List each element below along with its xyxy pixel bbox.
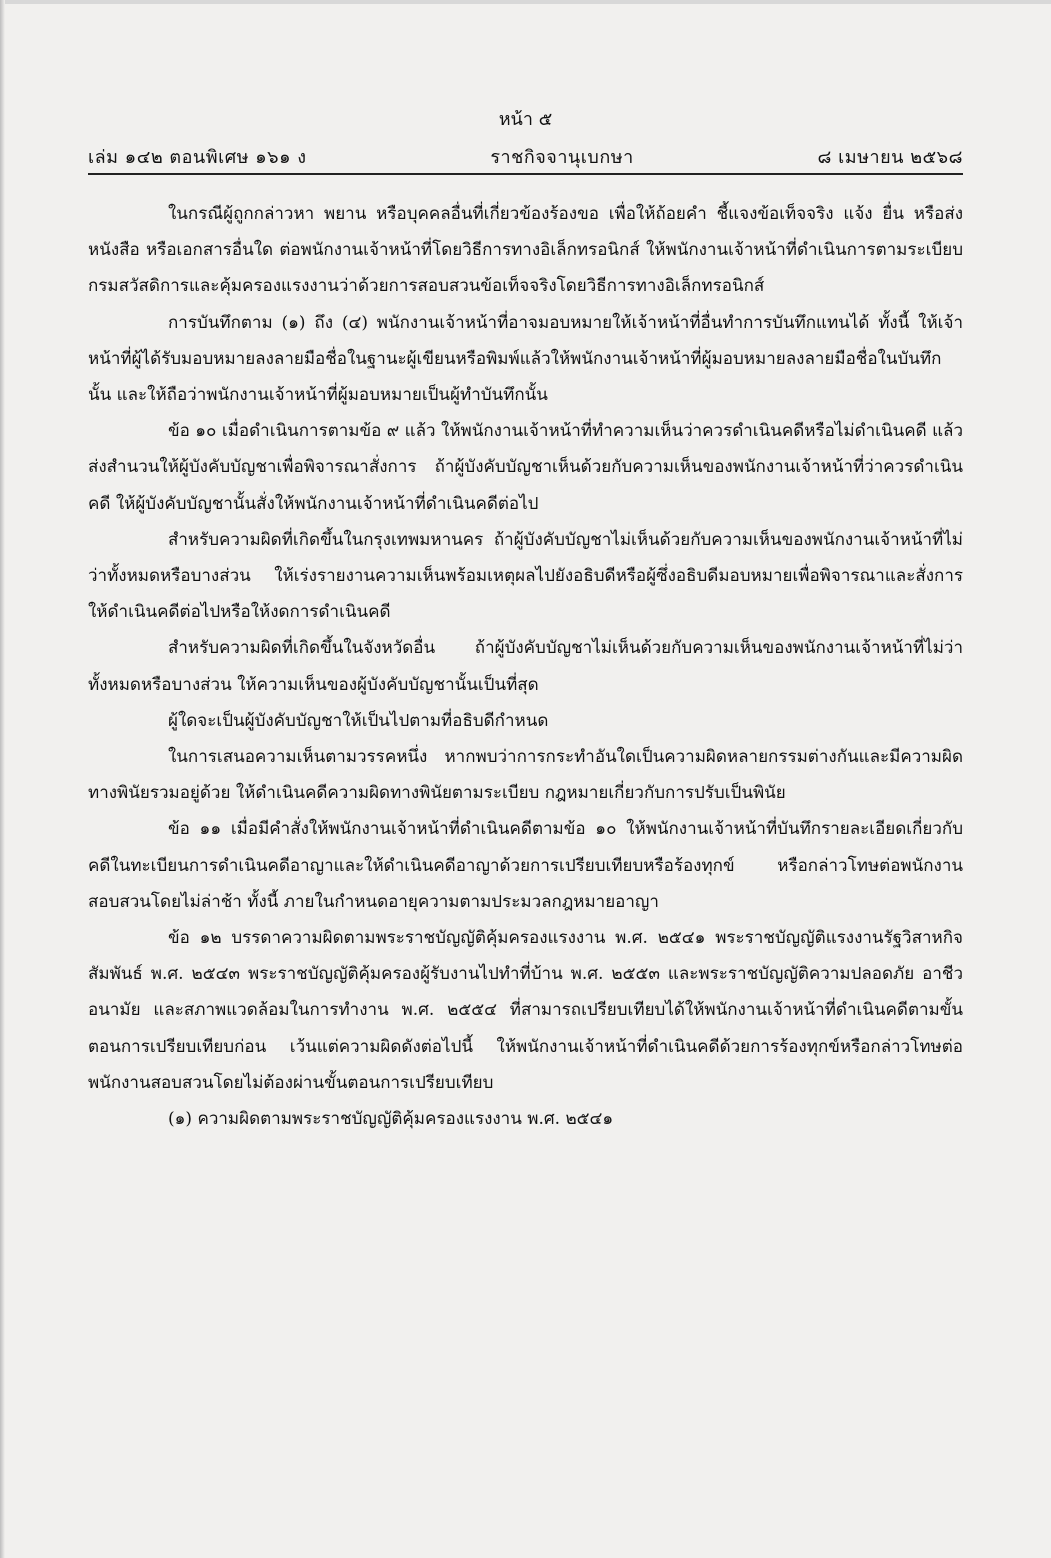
paragraph: ผู้ใดจะเป็นผู้บังคับบัญชาให้เป็นไปตามที่อธิบดีกำหนด [168, 710, 549, 731]
paragraph: ในการเสนอความเห็นตามวรรคหนึ่ง หากพบว่าการกระทำอันใดเป็นความผิดหลายกรรมต่างกันและมีความผิดทางพินัยรวมอยู่ด้วย ให้ดำเนินคดีความผิดทางพินัยตามระเบียบ กฎหมายเกี่ยวกับการปรับเป็นพินัย [88, 747, 963, 804]
paragraph: ข้อ ๑๐ เมื่อดำเนินการตามข้อ ๙ แล้ว ให้พนักงานเจ้าหน้าที่ทำความเห็นว่าควรดำเนินคดีหรือไม่ดำเนินคดี แล้วส่งสำนวนให้ผู้บังคับบัญชาเพื่อพิจารณาสั่งการ ถ้าผู้บังคับบัญชาเห็นด้วยกับความเห็นของพนักงานเจ้าหน้าที่ว่าควรดำเนินคดี ให้ผู้บังคับบัญชานั้นสั่งให้พนักงานเจ้าหน้าที่ดำเนินคดีต่อไป [88, 421, 963, 514]
volume-label: เล่ม ๑๔๒ ตอนพิเศษ ๑๖๑ ง [88, 147, 307, 168]
header-row [88, 142, 963, 171]
paragraph: การบันทึกตาม (๑) ถึง (๔) พนักงานเจ้าหน้าที่อาจมอบหมายให้เจ้าหน้าที่อื่นทำการบันทึกแทนได้ ทั้งนี้ ให้เจ้าหน้าที่ผู้ได้รับมอบหมายลงลายมือชื่อในฐานะผู้เขียนหรือพิมพ์แล้วให้พนักงานเจ้าหน้าที่ผู้มอบหมายลงลายมือชื่อในบันทึกนั้น และให้ถือว่าพนักงานเจ้าหน้าที่ผู้มอบหมายเป็นผู้ทำบันทึกนั้น [88, 312, 963, 406]
publication-title: ราชกิจจานุเบกษา [490, 147, 634, 168]
header-rule [88, 173, 963, 175]
publication-date: ๘ เมษายน ๒๕๖๘ [817, 147, 963, 168]
document-body [88, 196, 963, 1137]
page-top-edge [0, 0, 1051, 4]
paragraph: (๑) ความผิดตามพระราชบัญญัติคุ้มครองแรงงาน พ.ศ. ๒๕๔๑ [168, 1109, 614, 1130]
paragraph: ในกรณีผู้ถูกกล่าวหา พยาน หรือบุคคลอื่นที่เกี่ยวข้องร้องขอ เพื่อให้ถ้อยคำ ชี้แจงข้อเท็จจริง แจ้ง ยื่น หรือส่งหนังสือ หรือเอกสารอื่นใด ต่อพนักงานเจ้าหน้าที่โดยวิธีการทางอิเล็กทรอนิกส์ ให้พนักงานเจ้าหน้าที่ดำเนินการตามระเบียบกรมสวัสดิการและคุ้มครองแรงงานว่าด้วยการสอบสวนข้อเท็จจริงโดยวิธีการทางอิเล็กทรอนิกส์ [88, 204, 963, 297]
paragraph: สำหรับความผิดที่เกิดขึ้นในกรุงเทพมหานคร ถ้าผู้บังคับบัญชาไม่เห็นด้วยกับความเห็นของพนักงานเจ้าหน้าที่ไม่ว่าทั้งหมดหรือบางส่วน ให้เร่งรายงานความเห็นพร้อมเหตุผลไปยังอธิบดีหรือผู้ซึ่งอธิบดีมอบหมายเพื่อพิจารณาและสั่งการให้ดำเนินคดีต่อไปหรือให้งดการดำเนินคดี [88, 529, 963, 623]
paragraph: ข้อ ๑๒ บรรดาความผิดตามพระราชบัญญัติคุ้มครองแรงงาน พ.ศ. ๒๕๔๑ พระราชบัญญัติแรงงานรัฐวิสาหกิจสัมพันธ์ พ.ศ. ๒๕๔๓ พระราชบัญญัติคุ้มครองผู้รับงานไปทำที่บ้าน พ.ศ. ๒๕๕๓ และพระราชบัญญัติความปลอดภัย อาชีวอนามัย และสภาพแวดล้อมในการทำงาน พ.ศ. ๒๕๕๔ ที่สามารถเปรียบเทียบได้ให้พนักงานเจ้าหน้าที่ดำเนินคดีตามขั้นตอนการเปรียบเทียบก่อน เว้นแต่ความผิดดังต่อไปนี้ ให้พนักงานเจ้าหน้าที่ดำเนินคดีด้วยการร้องทุกข์หรือกล่าวโทษต่อพนักงานสอบสวนโดยไม่ต้องผ่านขั้นตอนการเปรียบเทียบ [88, 928, 963, 1093]
page-header [88, 104, 963, 174]
paragraph: สำหรับความผิดที่เกิดขึ้นในจังหวัดอื่น ถ้าผู้บังคับบัญชาไม่เห็นด้วยกับความเห็นของพนักงานเจ้าหน้าที่ไม่ว่าทั้งหมดหรือบางส่วน ให้ความเห็นของผู้บังคับบัญชานั้นเป็นที่สุด [88, 638, 963, 695]
page-left-edge [0, 0, 5, 1558]
paragraph: ข้อ ๑๑ เมื่อมีคำสั่งให้พนักงานเจ้าหน้าที่ดำเนินคดีตามข้อ ๑๐ ให้พนักงานเจ้าหน้าที่บันทึกรายละเอียดเกี่ยวกับคดีในทะเบียนการดำเนินคดีอาญาและให้ดำเนินคดีอาญาด้วยการเปรียบเทียบหรือร้องทุกข์ หรือกล่าวโทษต่อพนักงานสอบสวนโดยไม่ล่าช้า ทั้งนี้ ภายในกำหนดอายุความตามประมวลกฎหมายอาญา [88, 819, 963, 912]
page-number: หน้า ๕ [498, 109, 553, 130]
